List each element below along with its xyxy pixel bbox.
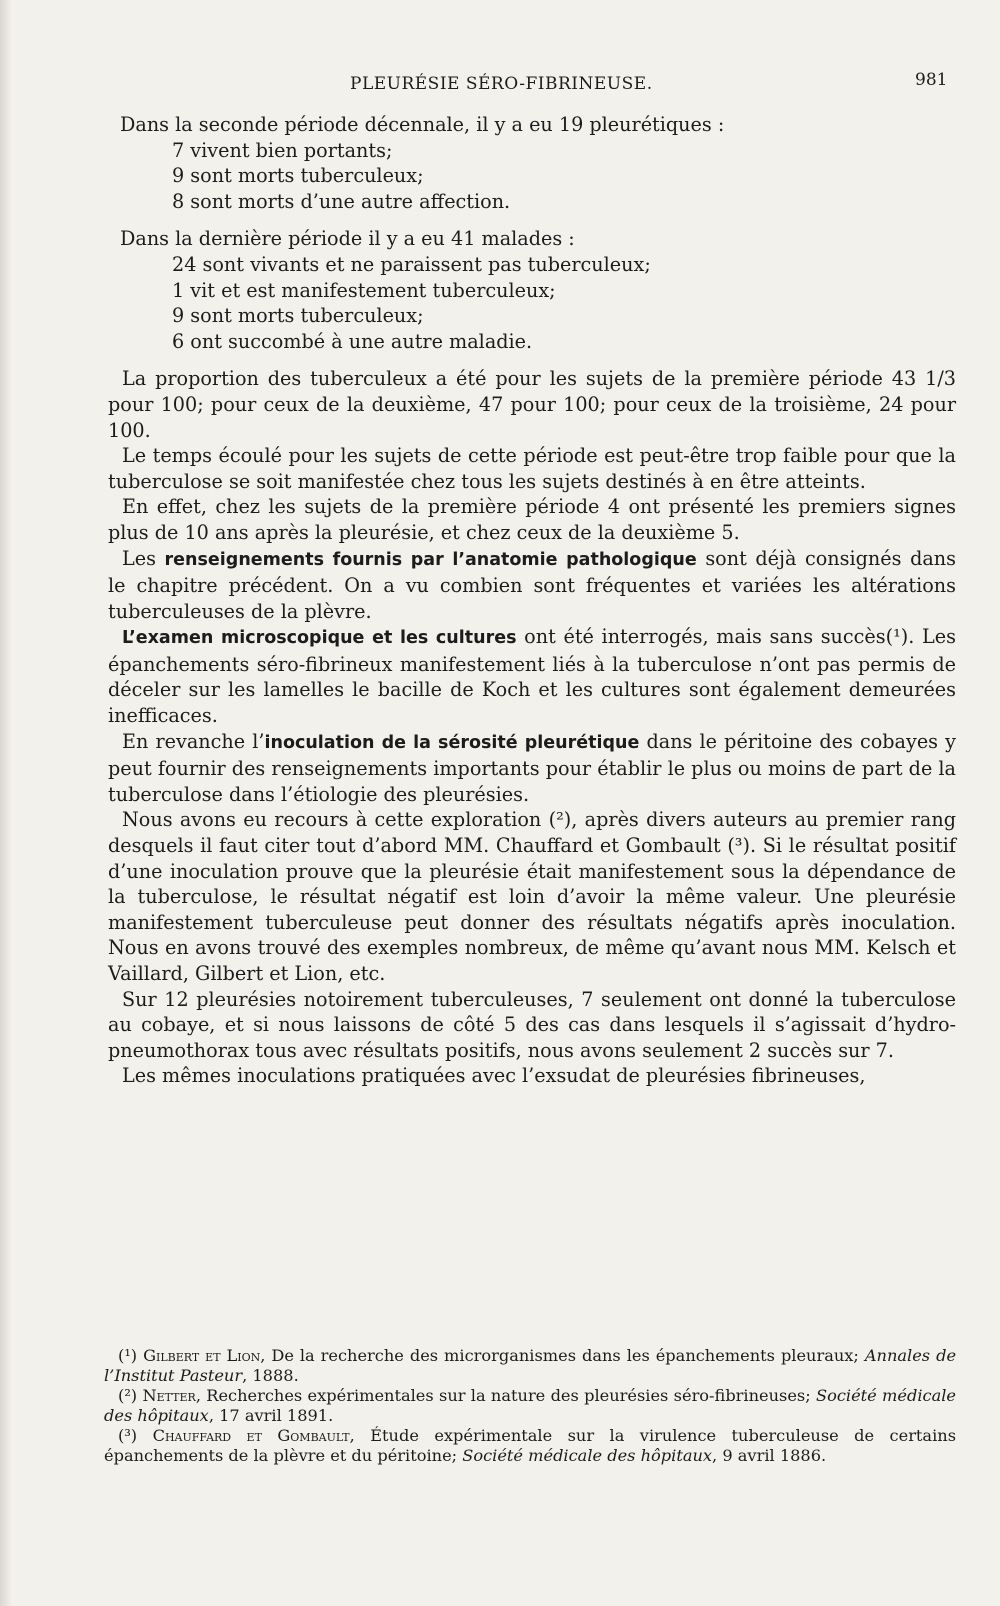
running-title: PLEURÉSIE SÉRO-FIBRINEUSE.	[350, 74, 653, 94]
list-item: 9 sont morts tuberculeux;	[172, 304, 424, 328]
paragraph-revanche	[108, 729, 956, 808]
footnote-author: Chauffard et Gombault	[152, 1426, 350, 1445]
footnote-source: Annales de l’Institut Pasteur	[104, 1346, 957, 1385]
paragraph-rest: ont été interrogés, mais sans succès(¹). Les épanchements séro-fibrineux manifestement liés à la tuberculose n’ont pas permis de déceler sur les lamelles le bacille de Koch et les cultures sont également demeurées inefficaces.	[108, 625, 956, 728]
footnote-text: , Recherches expérimentales sur la nature des pleurésies séro-fibrineuses;	[195, 1386, 816, 1405]
footnote-mark: (²)	[118, 1386, 143, 1405]
list-item: 6 ont succombé à une autre maladie.	[172, 329, 533, 353]
paragraph-lead: En revanche l’	[122, 729, 265, 753]
paragraph-effet: En effet, chez les sujets de la première période 4 ont présenté les premiers signes plus de 10 ans après la pleurésie, et chez ceux de la deuxième 5.	[108, 495, 956, 544]
paragraph-rest: dans le péritoine des cobayes y peut fournir des renseignements importants pour établir le plus ou moins de part de la tuberculose dans l’étiologie des pleurésies.	[108, 729, 957, 806]
last-period-intro: Dans la dernière période il y a eu 41 malades :	[120, 227, 575, 251]
footnote-mark: (³)	[118, 1426, 153, 1445]
footnote-3	[104, 1426, 956, 1466]
paragraph-renseignements	[108, 546, 956, 625]
paragraph-proportion: La proportion des tuberculeux a été pour les sujets de la première période 43 1/3 pour 100; pour ceux de la deuxième, 47 pour 100; pour ceux de la troisième, 24 pour 100.	[108, 367, 956, 442]
paragraph-temps: Le temps écoulé pour les sujets de cette période est peut-être trop faible pour que la tuberculose se soit manifestée chez tous les sujets destinés à en être atteints.	[108, 444, 956, 493]
footnote-date: , 1888.	[242, 1366, 299, 1385]
footnote-author: Gilbert et Lion	[143, 1346, 261, 1365]
footnote-date: , 9 avril 1886.	[712, 1446, 827, 1465]
footnote-mark: (¹)	[118, 1346, 144, 1365]
list-item: 1 vit et est manifestement tuberculeux;	[172, 278, 556, 302]
list-item: 8 sont morts d’une autre affection.	[172, 189, 511, 213]
footnote-1	[104, 1346, 956, 1386]
footnote-author: Netter	[142, 1386, 196, 1405]
page-edge	[0, 0, 12, 1606]
footnote-date: , 17 avril 1891.	[208, 1406, 334, 1425]
page-header	[0, 68, 1000, 98]
footnote-2	[104, 1386, 956, 1426]
bold-term: inoculation de la sérosité pleurétique	[264, 732, 640, 753]
bold-term: L’examen microscopique et les cultures	[122, 628, 517, 649]
list-item: 24 sont vivants et ne paraissent pas tuberculeux;	[172, 252, 651, 276]
list-item: 9 sont morts tuberculeux;	[172, 164, 424, 188]
paragraph-lead: Les	[122, 546, 165, 570]
footnote-source: Société médicale des hôpitaux	[104, 1386, 956, 1425]
paragraph-examen	[108, 624, 956, 728]
footnote-text: , De la recherche des microrganismes dans les épanchements pleuraux;	[260, 1346, 865, 1365]
paragraph-memes: Les mêmes inoculations pratiquées avec l’exsudat de pleurésies fibrineuses,	[122, 1064, 866, 1088]
list-item: 7 vivent bien portants;	[172, 138, 393, 162]
bold-term: renseignements fournis par l’anatomie pathologique	[164, 549, 697, 570]
paragraph-sur12: Sur 12 pleurésies notoirement tuberculeuses, 7 seulement ont donné la tuberculose au cobaye, et si nous laissons de côté 5 des cas dans lesquels il s’agissait d’hydro-pneumothorax tous avec résultats positifs, nous avons seulement 2 succès sur 7.	[108, 987, 956, 1062]
paragraph-recours: Nous avons eu recours à cette exploration (²), après divers auteurs au premier rang desquels il faut citer tout d’abord MM. Chauffard et Gombault (³). Si le résultat positif d’une inoculation prouve que la pleurésie était manifestement sous la dépendance de la tuberculose, le résultat négatif est loin d’avoir la même valeur. Une pleurésie manifestement tuberculeuse peut donner des résultats négatifs après inoculation. Nous en avons trouvé des exemples nombreux, de même qu’avant nous MM. Kelsch et Vaillard, Gilbert et Lion, etc.	[108, 808, 956, 985]
paragraph-rest: sont déjà consignés dans le chapitre précédent. On a vu combien sont fréquentes et variées les altérations tuberculeuses de la plèvre.	[108, 546, 957, 623]
footnotes	[104, 1346, 956, 1466]
footnote-text: , Étude expérimentale sur la virulence tuberculeuse de certains épanchements de la plèvre et du péritoine;	[104, 1426, 956, 1465]
main-text	[108, 112, 956, 1089]
page-number: 981	[915, 70, 948, 90]
footnote-source: Société médicale des hôpitaux	[462, 1446, 713, 1465]
second-period-intro: Dans la seconde période décennale, il y a eu 19 pleurétiques :	[120, 113, 725, 136]
